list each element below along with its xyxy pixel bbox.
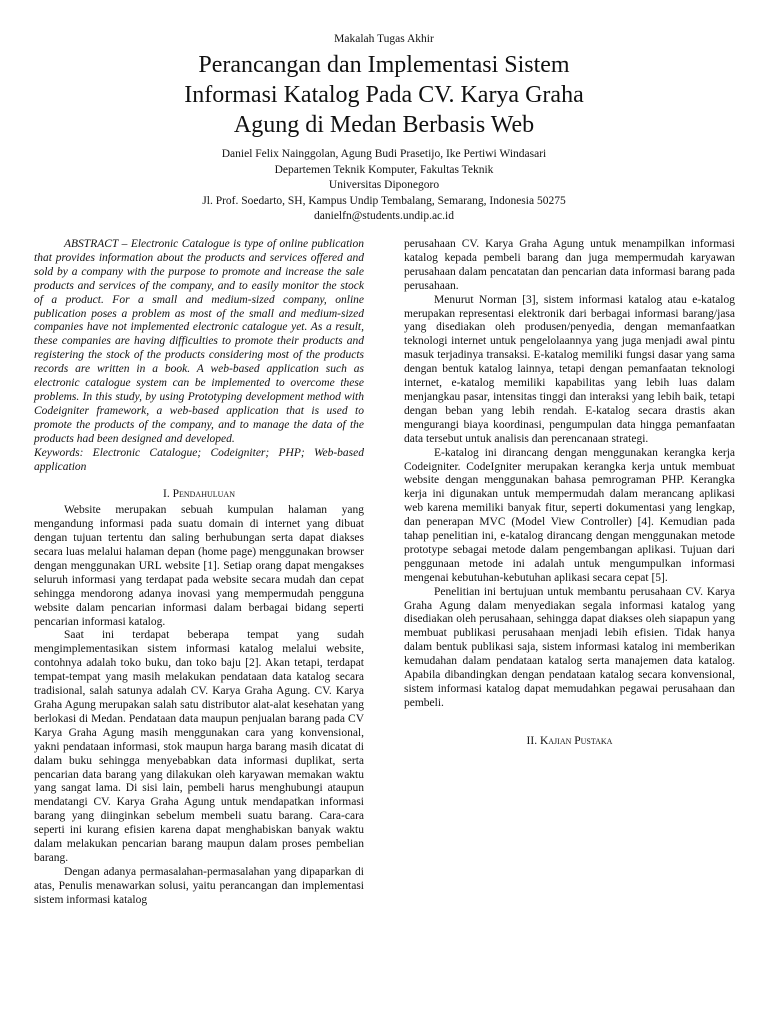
- email: danielfn@students.undip.ac.id: [314, 210, 454, 222]
- body-paragraph: Dengan adanya permasalahan-permasalahan yang dipaparkan di atas, Penulis menawarkan solusi, yaitu perancangan dan implementasi sistem informasi katalog: [34, 865, 364, 906]
- author-block: [0, 147, 768, 225]
- left-column: [34, 238, 364, 908]
- title-line: Perancangan dan Implementasi Sistem: [198, 52, 570, 78]
- body-paragraph: E-katalog ini dirancang dengan menggunakan kerangka kerja Codeigniter. CodeIgniter merupakan kerangka kerja untuk membuat website dengan menggunakan bahasa pemrograman PHP. Kerangka kerja ini digunakan untuk mempermudah dalam merancang aplikasi web karena memiliki banyak fitur, seperti dokumentasi yang lengkap, dan penerapan MVC (Model View Controller) [4]. Kemudian pada tahap penelitian ini, e-katalog dirancang dengan menggunakan metode prototype sebagai metode dalam pengembangan aplikasi. Tujuan dari penggunaan metode ini adalah untuk mengumpulkan informasi mengenai kebutuhan-kebutuhan aplikasi secara cepat [5].: [404, 446, 735, 584]
- university: Universitas Diponegoro: [328, 179, 440, 191]
- body-paragraph: Saat ini terdapat beberapa tempat yang sudah mengimplementasikan sistem informasi katalog melalui website, contohnya adalah toko buku, dan toko baju [2]. Akan tetapi, terdapat tempat-tempat yang masih melakukan pendataan data katalog secara tradisional, salah satunya adalah CV. Karya Graha Agung. CV. Karya Graha Agung merupakan salah satu distributor alat-alat kesehatan yang berlokasi di Medan. Pendataan data maupun penjualan barang pada CV Karya Graha Agung masih menggunakan cara yang konvensional, yakni pendataan informasi, stok maupun harga barang masih dicatat di dalam buku sehingga menyebabkan data informasi duplikat, serta pencarian data barang yang dilakukan oleh karyawan memakan waktu yang sangat lama. Di sisi lain, pembeli harus menghubungi ataupun mendatangi CV. Karya Graha Agung untuk mendapatkan informasi barang yang diinginkan sebelum membeli suatu barang. Cara-cara seperti ini kurang efisien karena dapat menghabiskan banyak waktu dalam melakukan pencarian barang maupun dalam proses pembelian barang.: [34, 629, 364, 864]
- right-column: [404, 238, 735, 751]
- title-line: Agung di Medan Berbasis Web: [233, 112, 535, 138]
- body-paragraph: perusahaan CV. Karya Graha Agung untuk menampilkan informasi katalog kepada pembeli barang dan juga mempermudah karyawan perusahaan dalam pencatatan dan pencarian data informasi barang pada perusahaan.: [404, 238, 735, 292]
- body-paragraph: Menurut Norman [3], sistem informasi katalog atau e-katalog merupakan representasi elektronik dari berbagai informasi barang/jasa yang disediakan oleh produsen/penyedia, dengan memanfaatkan teknologi internet untuk pengelolaannya yang juga menjadi awal pintu masuk terjadinya transaksi. E-katalog memiliki fungsi dasar yang sama dengan bentuk katalog lainnya, tetapi dengan pemanfaatan teknologi internet, e-katalog memiliki kapabilitas yang lebih luas dalam menjangkau pasar, intensitas tinggi dan interaksi yang lebih baik, tetapi dengan beban yang lebih rendah. E-katalog secara drastis akan mengurangi biaya koordinasi, pengumpulan data hingga pemanfaatan data tersebut untuk analisis dan perencanaan strategi.: [404, 293, 735, 445]
- title-line: Informasi Katalog Pada CV. Karya Graha: [184, 82, 584, 108]
- section-heading-introduction: I. Pendahuluan: [163, 488, 235, 501]
- abstract: ABSTRACT – Electronic Catalogue is type of online publication that provides information about the products and services offered and sold by a company with the purpose to promote and increase the sale products and services of the company, and to easily monitor the stock of a product. For a small and medium-sized company, online publication poses a problem as most of the small and medium-sized companies have not implemented electronic catalogue yet. As a result, these companies are having difficulties to promote their products and registering the stock of the products considering most of the products records are written in a book. A web-based application such as electronic catalogue system can be implemented to overcome these problems. In this study, by using Prototyping development method with Codeigniter framework, a web-based application that is used to promote the products of the company, and to manage the data of the products had been designed and developed.: [34, 238, 364, 445]
- authors: Daniel Felix Nainggolan, Agung Budi Prasetijo, Ike Pertiwi Windasari: [221, 148, 547, 160]
- paper-title: [0, 50, 768, 140]
- body-paragraph: Website merupakan sebuah kumpulan halaman yang mengandung informasi pada suatu domain di internet yang dibuat dengan tujuan tertentu dan saling berhubungan serta dapat diakses secara luas melalui halaman depan (home page) menggunakan browser dengan menggunakan URL website [1]. Setiap orang dapat mengakses seluruh informasi yang terdapat pada website secara mudah dan cepat sehingga mendorong adanya inovasi yang mempermudah pengguna website dalam pencarian informasi dalam berbagai bidang seperti pencarian informasi katalog.: [34, 504, 364, 628]
- section-heading-literature-review: II. Kajian Pustaka: [526, 734, 613, 747]
- department: Departemen Teknik Komputer, Fakultas Teknik: [274, 163, 494, 176]
- keywords: Keywords: Electronic Catalogue; Codeigniter; PHP; Web-based application: [34, 446, 364, 473]
- running-header: Makalah Tugas Akhir: [334, 33, 434, 45]
- address: Jl. Prof. Soedarto, SH, Kampus Undip Tembalang, Semarang, Indonesia 50275: [202, 194, 566, 207]
- section-spacer: [404, 711, 735, 721]
- body-paragraph: Penelitian ini bertujuan untuk membantu perusahaan CV. Karya Graha Agung dalam menyediakan segala informasi katalog yang disediakan oleh perusahaan, sehingga dapat diakses oleh siapapun yang membuat publikasi perusahaan menjadi lebih efisien. Tidak hanya dalam bentuk publikasi saja, sistem informasi katalog ini memberikan kemudahan dalam pendataan katalog serta manajemen data katalog. Apabila dibandingkan dengan pendataan katalog secara konvensional, sistem informasi katalog dapat memudahkan pegawai perusahaan dan pembeli.: [404, 585, 735, 709]
